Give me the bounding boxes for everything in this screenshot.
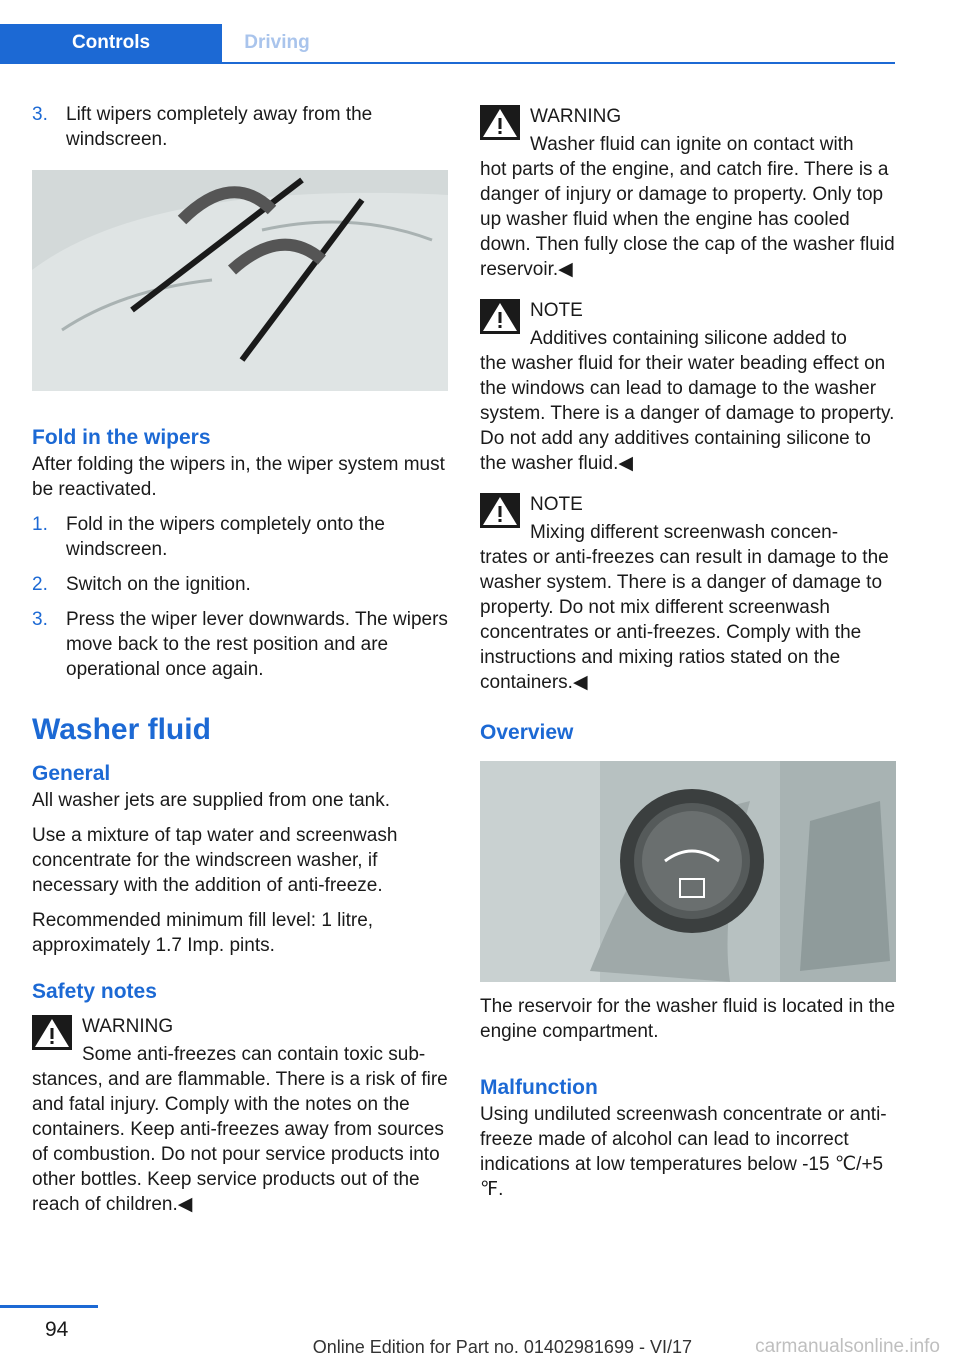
step-item	[32, 102, 448, 152]
tab-driving[interactable]: Driving	[244, 32, 310, 53]
warning-first-line: Washer fluid can ignite on contact with	[530, 134, 854, 155]
fold-step-1	[32, 512, 448, 562]
note-title: NOTE	[530, 494, 583, 515]
silicone-note	[480, 296, 896, 476]
step-number: 3.	[32, 609, 48, 630]
step-number: 2.	[32, 574, 48, 595]
tab-controls[interactable]: Controls	[0, 24, 222, 62]
general-para-2: Use a mixture of tap water and screenwash concentrate for the windscreen washer, if necessary with the addition of anti-freeze.	[32, 825, 398, 896]
step-text: Lift wipers completely away from the windscreen.	[66, 104, 373, 150]
note-first-line: Mixing different screenwash concen-	[530, 522, 839, 543]
mixing-note	[480, 490, 896, 695]
malfunction-heading: Malfunction	[480, 1076, 598, 1099]
step-text: Switch on the ignition.	[66, 574, 251, 595]
overview-text: The reservoir for the washer fluid is located in the engine compartment.	[480, 996, 896, 1042]
fold-intro: After folding the wipers in, the wiper system must be reactivated.	[32, 454, 445, 500]
wiper-illustration-graphic	[32, 170, 448, 391]
general-heading: General	[32, 762, 111, 785]
section-tabs	[0, 24, 895, 64]
step-number: 1.	[32, 514, 48, 535]
overview-heading: Overview	[480, 721, 574, 744]
warning-title: WARNING	[530, 106, 622, 127]
warning-title: WARNING	[82, 1016, 174, 1037]
warning-triangle-icon	[480, 299, 520, 334]
step-number: 3.	[32, 104, 48, 125]
note-title: NOTE	[530, 300, 583, 321]
warning-first-line: Some anti-freezes can contain toxic sub-	[82, 1044, 426, 1065]
footer-accent-line	[0, 1305, 98, 1308]
left-column	[32, 102, 448, 1231]
fold-heading: Fold in the wipers	[32, 426, 211, 449]
warning-triangle-icon	[480, 493, 520, 528]
warning-triangle-icon	[32, 1015, 72, 1050]
wiper-illustration	[32, 170, 448, 391]
note-body: the washer fluid for their water beading effect on the windows can lead to damage to the washer system. There is a danger of damage to property. Do not add any additives containing silicone to the washer fluid.◀	[480, 353, 895, 474]
watermark: carmanualsonline.info	[755, 1336, 940, 1357]
edition-note: Online Edition for Part no. 01402981699 - VI/17	[312, 1337, 692, 1357]
general-para-3: Recommended minimum fill level: 1 litre, approximately 1.7 Imp. pints.	[32, 910, 374, 956]
reservoir-photo	[480, 761, 896, 982]
right-column	[480, 102, 896, 1212]
general-para-1: All washer jets are supplied from one tank.	[32, 790, 391, 811]
note-body: trates or anti-freezes can result in damage to the washer system. There is a danger of damage to property. Do not mix different screenwash concentrates or anti-freezes. Comply with the instructions and mixing ratios stated on the containers.◀	[480, 547, 889, 693]
note-first-line: Additives containing silicone added to	[530, 328, 847, 349]
warning-body: hot parts of the engine, and catch fire. There is a danger of injury or damage to property. Only top up washer fluid when the engine has cooled down. Then fully close the cap of the washer fluid reservoir.◀	[480, 159, 895, 280]
page-number: 94	[45, 1318, 69, 1341]
step-text: Fold in the wipers completely onto the windscreen.	[66, 514, 385, 560]
safety-heading: Safety notes	[32, 980, 157, 1003]
malfunction-text: Using undiluted screenwash concentrate or anti-freeze made of alcohol can lead to incorrect indications at low temperatures below -15 ℃/+5 ℉.	[480, 1104, 887, 1200]
warning-body: stances, and are flammable. There is a risk of fire and fatal injury. Comply with the notes on the containers. Keep anti-freezes away from sources of combustion. Do not pour service products into other bottles. Keep service products out of the reach of children.◀	[32, 1069, 448, 1215]
step-text: Press the wiper lever downwards. The wipers move back to the rest position and are operational once again.	[66, 609, 448, 680]
fold-step-2	[32, 572, 448, 597]
warning-triangle-icon	[480, 105, 520, 140]
safety-warning	[32, 1012, 448, 1217]
fold-step-3	[32, 607, 448, 682]
washer-fluid-title: Washer fluid	[32, 713, 211, 746]
reservoir-graphic	[480, 761, 896, 982]
washer-ignite-warning	[480, 102, 896, 282]
